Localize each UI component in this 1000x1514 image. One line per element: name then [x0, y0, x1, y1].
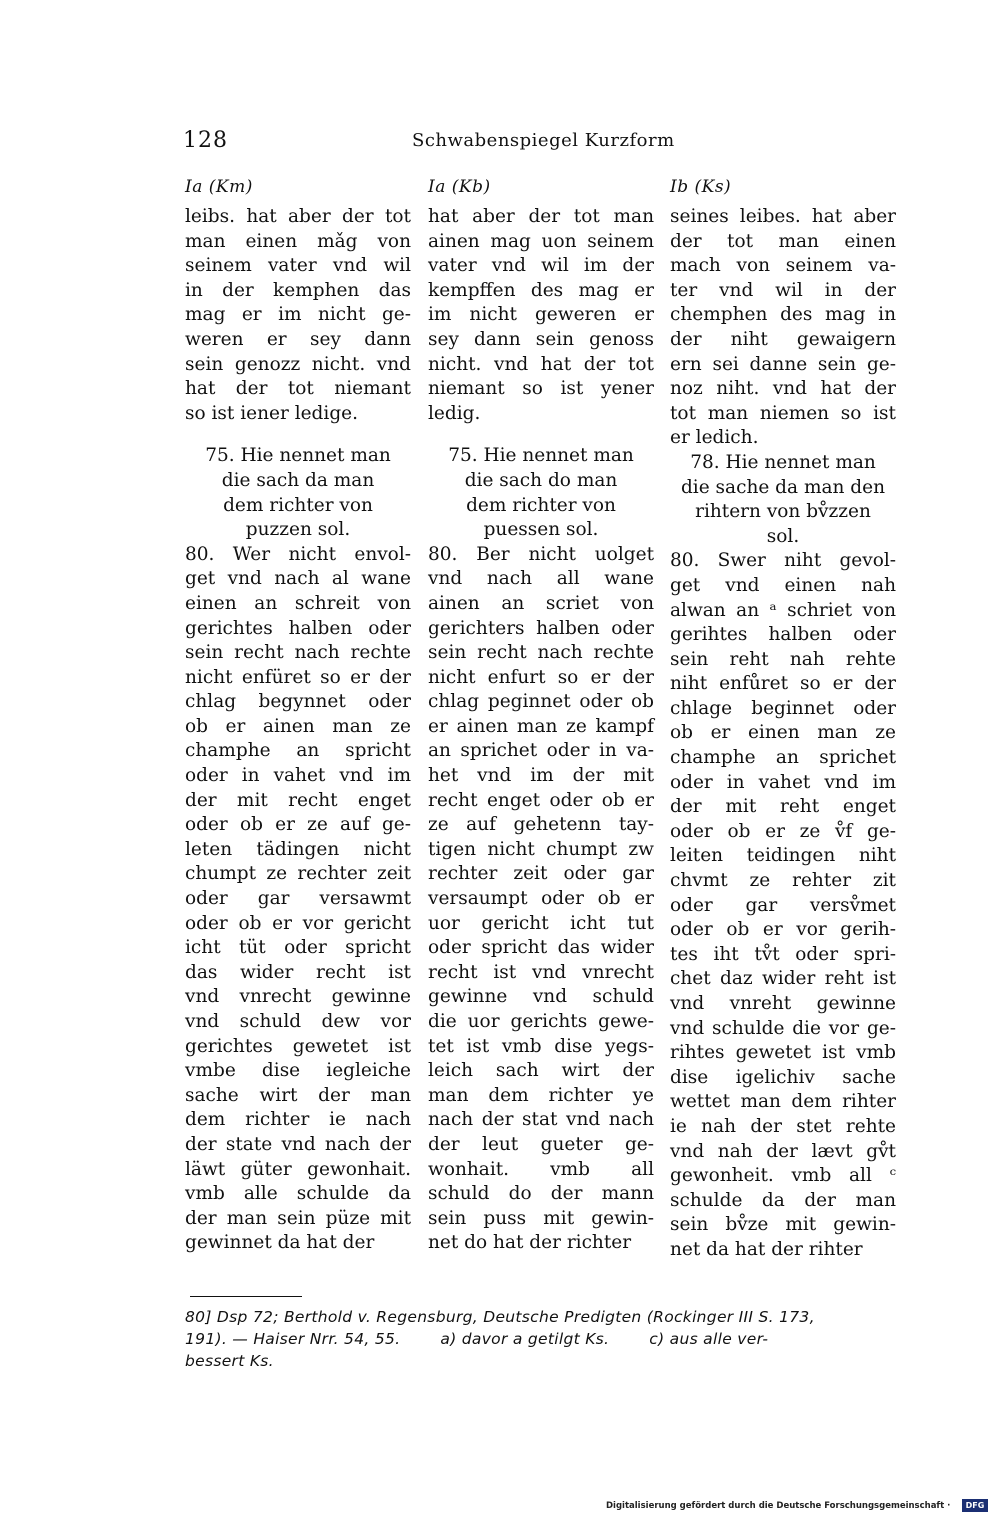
text-line: sein recht nach rechte — [185, 642, 411, 664]
text-line: icht tüt oder spricht — [185, 937, 411, 959]
text-line: ter vnd wil in der — [670, 279, 896, 301]
text-line: ze auf gehetenn tay- — [428, 814, 654, 836]
text-line: vater vnd wil im der — [428, 255, 654, 277]
footnote-line-3: bessert Ks. — [185, 1352, 274, 1370]
text-line: hat der tot niemant — [185, 378, 411, 400]
text-line: die uor gerichts gewe- — [428, 1011, 654, 1032]
footnote-source: 191). — Haiser Nrr. 54, 55. — [185, 1330, 401, 1348]
text-line: sol. — [766, 525, 800, 547]
text-line: 75. Hie nennet man — [205, 445, 391, 467]
text-line: champhe an sprichet — [670, 747, 896, 769]
text-line: chlag begynnet oder — [185, 691, 411, 713]
intro-block — [185, 205, 411, 426]
text-line: der mit reht enget — [670, 796, 896, 818]
text-line: chvmt ze rehter zit — [670, 870, 896, 892]
text-line: nicht enfurt so er der — [428, 666, 654, 688]
footnote-note-a: a) davor a getilgt Ks. — [440, 1330, 610, 1348]
text-line: oder ob er vor gericht — [185, 912, 411, 934]
text-line: 80. Wer nicht envol- — [185, 543, 411, 565]
text-line: oder in vahet vnd im — [670, 771, 896, 793]
text-line: einen an schreit von — [185, 592, 411, 614]
text-line: mag er im nicht ge- — [185, 304, 411, 326]
text-line: vnd vnreht gewinne — [670, 993, 896, 1014]
text-line: rihtern von bv̊zzen — [695, 501, 871, 523]
text-line: net do hat der richter — [428, 1232, 632, 1254]
section-body — [185, 543, 411, 1256]
text-line: leten tädingen nicht — [185, 838, 411, 860]
text-line: gewinne vnd schuld — [428, 986, 654, 1008]
text-line: sein recht nach rechte — [428, 642, 654, 664]
text-line: der niht gewaigern — [670, 328, 896, 350]
column-ks — [670, 175, 896, 1263]
text-line: sein genozz nicht. vnd — [185, 353, 411, 375]
text-line: dem richter von — [223, 494, 373, 516]
section-title — [185, 444, 411, 542]
text-line: an sprichet oder in va- — [428, 740, 654, 762]
text-line: sey dann sein genoss — [428, 328, 654, 350]
text-line: oder ob er vor gerih- — [670, 919, 896, 941]
text-line: oder ob er ze v̊f ge- — [670, 820, 896, 842]
text-line: get vnd einen nah — [670, 574, 896, 596]
text-line: gewonheit. vmb all ᶜ — [670, 1165, 896, 1187]
text-line: rihtes gewetet ist vmb — [670, 1042, 896, 1064]
text-line: sache wirt der man — [185, 1084, 411, 1106]
text-line: er ainen man ze kampf — [428, 715, 654, 737]
text-line: gerichtes gewetet ist — [185, 1035, 411, 1057]
text-line: mach von seinem va- — [670, 255, 896, 277]
text-line: get vnd nach al wane — [185, 568, 411, 590]
text-line: ainen an scriet von — [428, 592, 654, 614]
text-line: seines leibes. hat aber — [670, 206, 896, 227]
text-line: sein bv̊ze mit gewin- — [670, 1214, 896, 1236]
text-line: chlage beginnet oder — [670, 697, 896, 719]
text-line: vnd schuld dew vor — [185, 1011, 411, 1032]
footnote — [185, 1306, 897, 1372]
text-line: het vnd im der mit — [428, 765, 654, 787]
text-line: der tot man einen — [670, 230, 896, 252]
section-title — [428, 444, 654, 542]
text-line: vnd nah der lævt gv̊t — [670, 1140, 896, 1162]
text-line: tet ist vmb dise yegs- — [428, 1035, 654, 1057]
text-line: tigen nicht chumpt zw — [428, 838, 654, 860]
text-line: leiten teidingen niht — [670, 845, 896, 867]
text-line: kempffen des mag er — [428, 279, 654, 301]
text-line: chet daz wider reht ist — [670, 968, 896, 990]
text-line: chlag peginnet oder ob — [428, 691, 654, 713]
text-line: im nicht geweren er — [428, 304, 654, 326]
text-line: er ledich. — [670, 427, 759, 449]
text-line: hat aber der tot man — [428, 206, 654, 227]
column-kb — [428, 175, 654, 1256]
text-line: 75. Hie nennet man — [448, 445, 634, 467]
text-line: ie nah der stet rehte — [670, 1115, 896, 1137]
text-line: man einen mǎg von — [185, 230, 411, 252]
text-line: versaumpt oder ob er — [428, 888, 654, 910]
text-line: recht enget oder ob er — [428, 789, 654, 811]
text-line: seinem vater vnd wil — [185, 255, 411, 277]
running-title: Schwabenspiegel Kurzform — [412, 130, 675, 151]
column-km — [185, 175, 411, 1256]
footnote-rule — [190, 1296, 302, 1297]
text-line: der man sein püze mit — [185, 1207, 411, 1229]
text-line: leich sach wirt der — [428, 1060, 654, 1082]
text-line: wonhait. vmb all — [428, 1158, 654, 1180]
text-line: net da hat der rihter — [670, 1238, 863, 1260]
text-line: weren er sey dann — [185, 328, 411, 350]
text-line: noz niht. vnd hat der — [670, 378, 896, 400]
section-title — [670, 451, 896, 549]
text-line: puzzen sol. — [245, 519, 351, 541]
footnote-line-1: 80] Dsp 72; Berthold v. Regensburg, Deutsche Predigten (Rockinger III S. 173, — [185, 1308, 815, 1326]
text-line: ern sei danne sein ge- — [670, 353, 896, 375]
text-line: man dem richter ye — [428, 1084, 654, 1106]
text-line: das wider recht ist — [185, 961, 411, 983]
text-line: 80. Swer niht gevol- — [670, 550, 896, 572]
text-line: niemant so ist yener — [428, 378, 654, 400]
column-heading: Ia (Kb) — [428, 177, 491, 197]
text-line: vmbe dise iegleiche — [185, 1060, 411, 1082]
text-line: läwt güter gewonhait. — [185, 1158, 411, 1180]
text-line: vnd nach all wane — [428, 568, 654, 590]
text-line: nicht. vnd hat der tot — [428, 353, 654, 375]
text-line: der mit recht enget — [185, 789, 411, 811]
text-line: die sache da man den — [680, 476, 886, 498]
text-line: alwan an ᵃ schriet von — [670, 599, 896, 621]
text-line: in der kemphen das — [185, 279, 411, 301]
column-heading: Ib (Ks) — [670, 177, 732, 197]
text-line: dem richter ie nach — [185, 1109, 411, 1131]
text-line: 78. Hie nennet man — [690, 451, 876, 473]
text-line: tot man niemen so ist — [670, 402, 896, 424]
text-line: uor gericht icht tut — [428, 912, 654, 934]
column-heading: Ia (Km) — [185, 177, 253, 197]
text-line: oder gar versv̊met — [670, 894, 896, 916]
text-line: gerichters halben oder — [428, 617, 654, 639]
text-line: chemphen des mag in — [670, 304, 896, 326]
text-line: puessen sol. — [483, 519, 599, 541]
text-line: recht ist vnd vnrecht — [428, 961, 654, 983]
section-body — [428, 543, 654, 1256]
text-line: vnd vnrecht gewinne — [185, 986, 411, 1008]
footnote-note-c: c) aus alle ver- — [649, 1330, 769, 1348]
text-line: gerihtes halben oder — [670, 624, 896, 646]
text-line: schulde da der man — [670, 1189, 896, 1211]
text-line: oder spricht das wider — [428, 937, 654, 959]
text-line: oder in vahet vnd im — [185, 765, 411, 787]
digitization-credit: Digitalisierung gefördert durch die Deutsche Forschungsgemeinschaft · — [606, 1501, 951, 1511]
text-line: 80. Ber nicht uolget — [428, 543, 654, 565]
text-line: nicht enfüret so er der — [185, 666, 411, 688]
text-line: dem richter von — [466, 494, 616, 516]
text-line: der leut gueter ge- — [428, 1133, 654, 1155]
text-line: ainen mag uon seinem — [428, 230, 654, 252]
text-line: der state vnd nach der — [185, 1133, 411, 1155]
text-line: sein puss mit gewin- — [428, 1207, 654, 1229]
text-line: leibs. hat aber der tot — [185, 206, 411, 227]
text-line: chumpt ze rechter zeit — [185, 863, 411, 885]
intro-block — [428, 205, 654, 426]
text-line: oder ob er ze auf ge- — [185, 814, 411, 836]
intro-block — [670, 205, 896, 451]
text-line: tes iht tv̊t oder spri- — [670, 943, 896, 965]
text-line: dise igelichiv sache — [670, 1066, 896, 1088]
text-line: ledig. — [428, 402, 481, 424]
text-line: gerichtes halben oder — [185, 617, 411, 639]
footnote-line-2 — [185, 1328, 897, 1350]
text-line: oder gar versawmt — [185, 888, 411, 910]
text-line: vnd schulde die vor ge- — [670, 1017, 896, 1039]
text-line: ob er einen man ze — [670, 722, 896, 744]
text-line: gewinnet da hat der — [185, 1232, 375, 1254]
text-line: schuld do der mann — [428, 1183, 654, 1205]
text-line: ob er ainen man ze — [185, 715, 411, 737]
page-number: 128 — [183, 128, 228, 153]
text-line: champhe an spricht — [185, 740, 411, 762]
text-line: die sach da man — [221, 469, 375, 491]
text-line: sein reht nah rehte — [670, 648, 896, 670]
text-line: wettet man dem rihter — [670, 1091, 896, 1113]
text-line: rechter zeit oder gar — [428, 863, 654, 885]
text-line: nach der stat vnd nach — [428, 1109, 654, 1131]
dfg-logo: DFG — [962, 1499, 988, 1512]
text-line: niht enfůret so er der — [670, 673, 896, 695]
text-line: die sach do man — [464, 469, 618, 491]
text-line: so ist iener ledige. — [185, 402, 358, 424]
section-body — [670, 549, 896, 1262]
text-line: vmb alle schulde da — [185, 1183, 411, 1205]
